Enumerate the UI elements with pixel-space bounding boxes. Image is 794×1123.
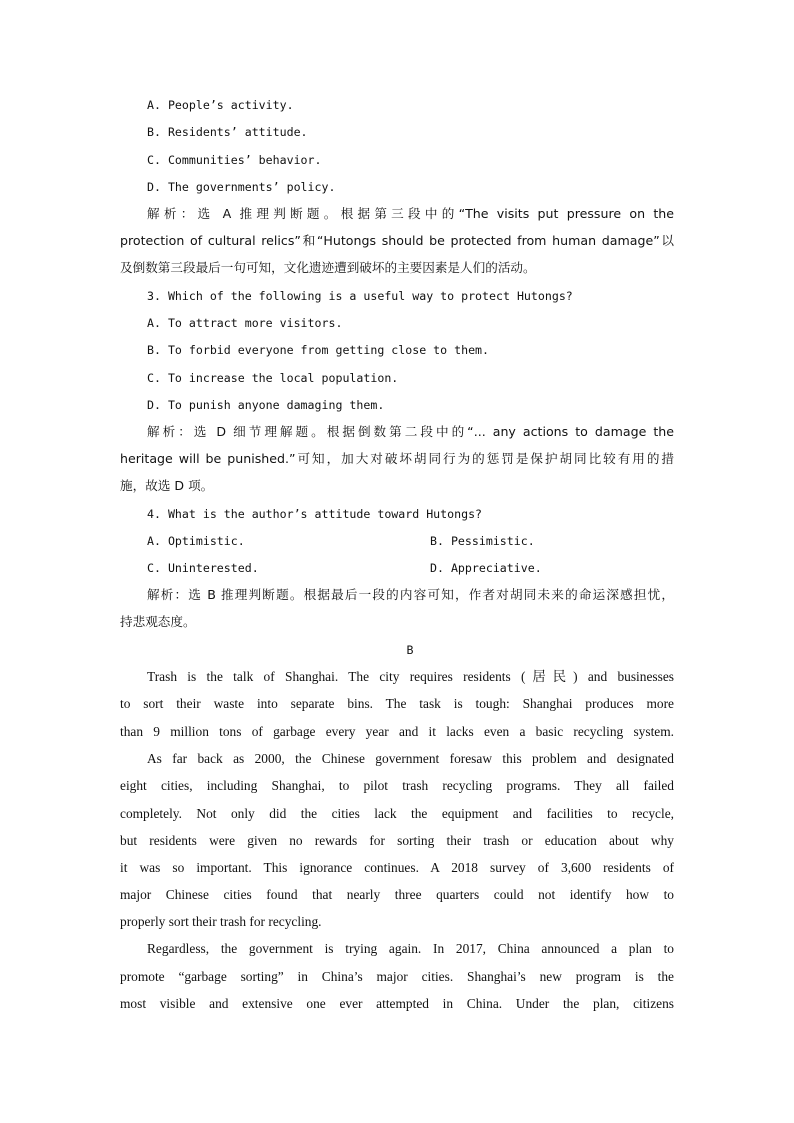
q2-explanation-line: 及倒数第三段最后一句可知，文化遗迹遭到破坏的主要因素是人们的活动。 (120, 260, 536, 275)
q4-option-c: C. Uninterested. (147, 561, 259, 575)
q2-option-c: C. Communities’ behavior. (147, 153, 322, 167)
q2-option-d: D. The governments’ policy. (147, 180, 336, 194)
passage-line: properly sort their trash for recycling. (120, 914, 322, 929)
q2-explanation-line: protection of cultural relics”和“Hutongs should be protected from human damage”以 (120, 233, 674, 248)
q4-options-row (147, 533, 674, 549)
q2-option-a: A. People’s activity. (147, 98, 294, 112)
passage-line: As far back as 2000, the Chinese government foresaw this problem and designated (147, 751, 674, 766)
passage-line: most visible and extensive one ever attempted in China. Under the plan, citizens (120, 996, 674, 1011)
passage-line: than 9 million tons of garbage every year and it lacks even a basic recycling system. (120, 724, 674, 739)
q3-option-c: C. To increase the local population. (147, 371, 399, 385)
passage-line: completely. Not only did the cities lack the equipment and facilities to recycle, (120, 806, 674, 821)
passage-line: it was so important. This ignorance continues. A 2018 survey of 3,600 residents of (120, 860, 674, 875)
q3-question: 3. Which of the following is a useful way to protect Hutongs? (147, 289, 573, 303)
q4-options-row (147, 560, 674, 576)
q3-option-a: A. To attract more visitors. (147, 316, 343, 330)
q3-option-d: D. To punish anyone damaging them. (147, 398, 385, 412)
passage-line: eight cities, including Shanghai, to pilot trash recycling programs. They all failed (120, 778, 674, 793)
passage-line: promote “garbage sorting” in China’s major cities. Shanghai’s new program is the (120, 969, 674, 984)
q3-explanation-line: 解析：选 D 细节理解题。根据倒数第二段中的“... any actions to damage the (147, 424, 674, 439)
q4-question: 4. What is the author’s attitude toward Hutongs? (147, 507, 483, 521)
section-label: B (406, 643, 414, 657)
q4-option-b: B. Pessimistic. (430, 534, 535, 548)
q4-explanation-line: 持悲观态度。 (120, 614, 196, 629)
q3-explanation-line: heritage will be punished.”可知，加大对破坏胡同行为的惩罚是保护胡同比较有用的措 (120, 451, 674, 466)
passage-line: but residents were given no rewards for sorting their trash or education about why (120, 833, 674, 848)
passage-line: Regardless, the government is trying again. In 2017, China announced a plan to (147, 941, 674, 956)
q4-explanation-line: 解析：选 B 推理判断题。根据最后一段的内容可知，作者对胡同未来的命运深感担忧， (147, 587, 674, 602)
passage-line: major Chinese cities found that nearly three quarters could not identify how to (120, 887, 674, 902)
q2-explanation-line: 解析：选 A 推理判断题。根据第三段中的“The visits put pressure on the (147, 206, 674, 221)
q3-explanation-line: 施，故选 D 项。 (120, 478, 214, 493)
q3-option-b: B. To forbid everyone from getting close to them. (147, 343, 490, 357)
q2-option-b: B. Residents’ attitude. (147, 125, 308, 139)
q4-option-d: D. Appreciative. (430, 561, 542, 575)
q4-option-a: A. Optimistic. (147, 534, 245, 548)
passage-line: Trash is the talk of Shanghai. The city requires residents (居民) and businesses (147, 669, 674, 684)
passage-line: to sort their waste into separate bins. The task is tough: Shanghai produces more (120, 696, 674, 711)
